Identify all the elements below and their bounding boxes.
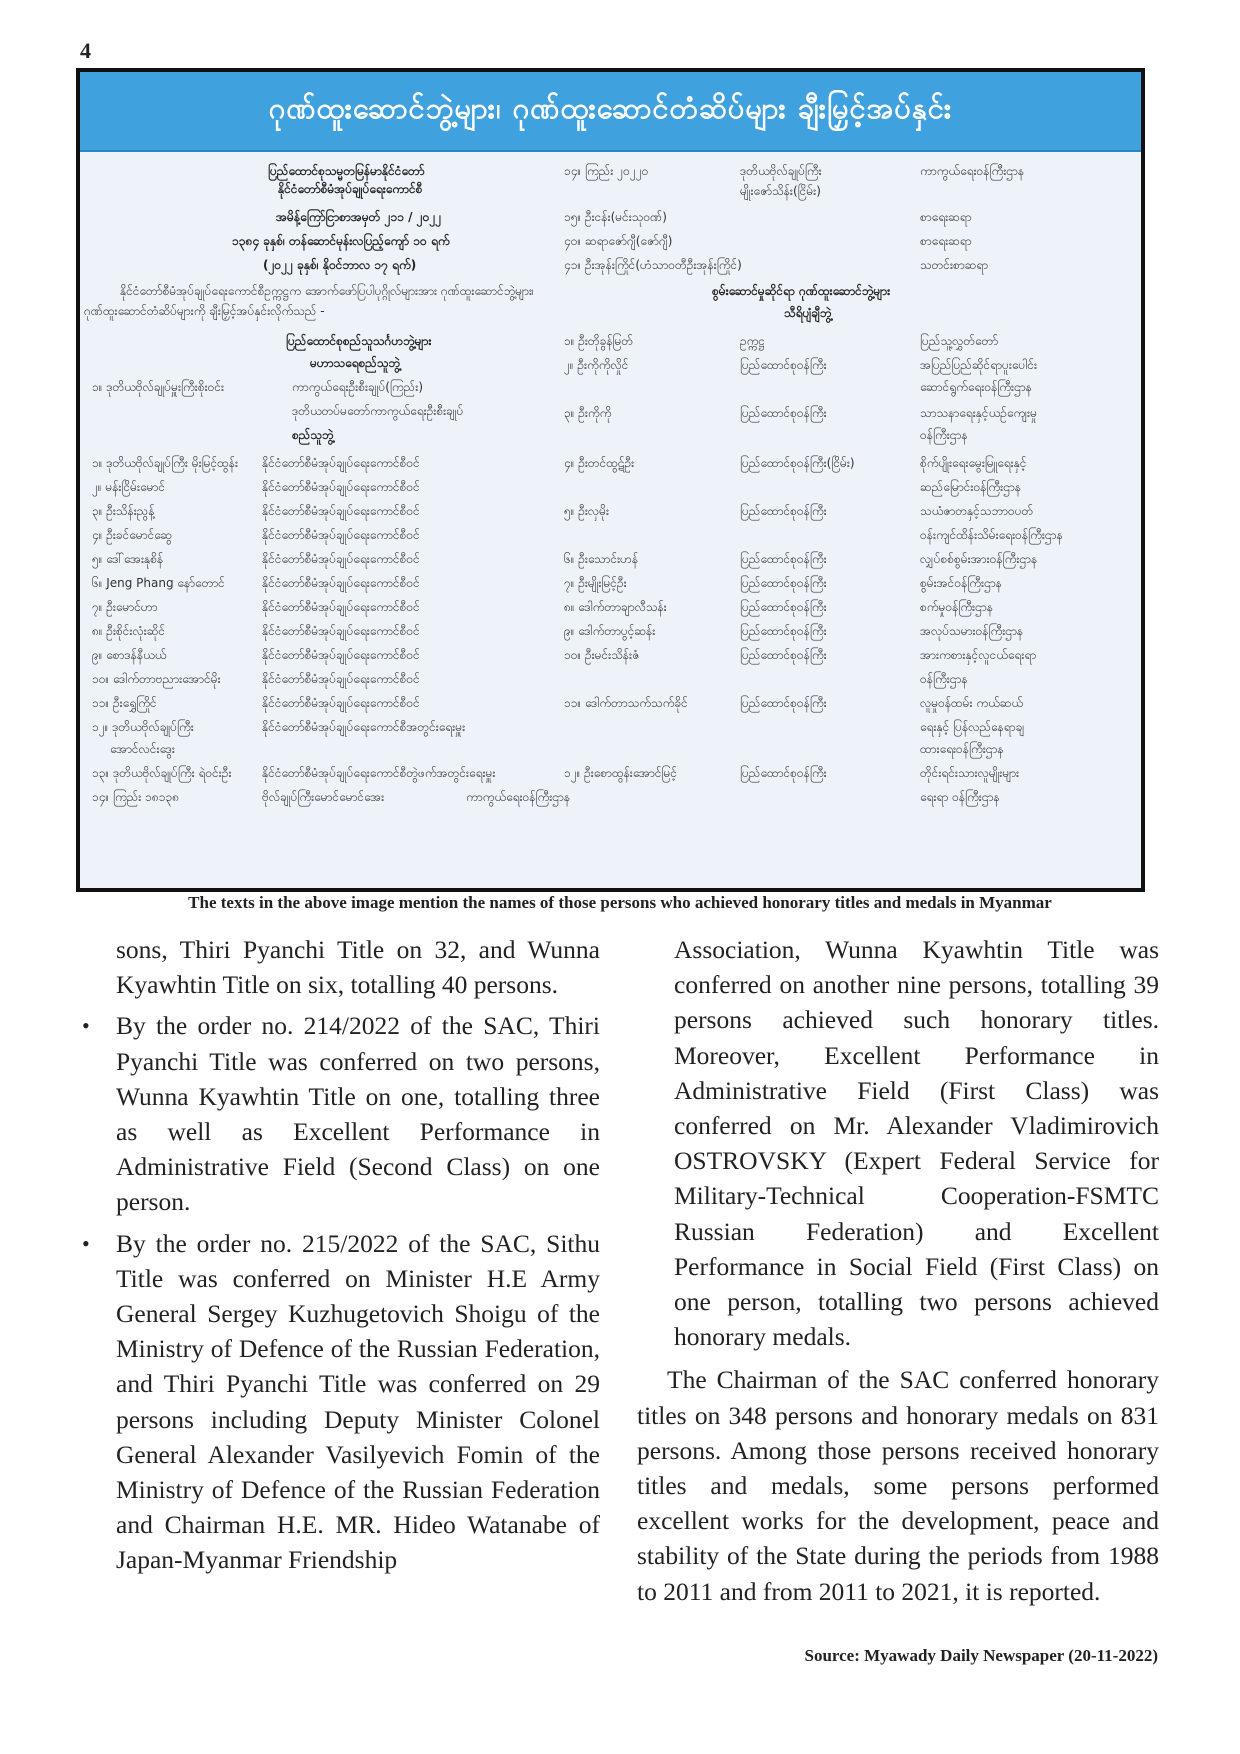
announcement-line: ပြည်ထောင်စုဝန်ကြီး xyxy=(740,600,827,614)
announcement-line: နိုင်ငံတော်စီမံအုပ်ချုပ်ရေးကောင်စီဝင် xyxy=(262,624,420,638)
announcement-line: ပြည်ထောင်စုဝန်ကြီး xyxy=(740,358,827,372)
announcement-line: ဆည်မြောင်းဝန်ကြီးဌာန xyxy=(920,480,1022,494)
announcement-line: ရေးရာ ဝန်ကြီးဌာန xyxy=(920,790,1000,804)
announcement-line: သယံဇာတနှင့်သဘာဝပတ် xyxy=(920,504,1034,518)
announcement-line: ဒုတိယဗိုလ်ချုပ်ကြီး xyxy=(740,164,822,178)
announcement-line: ၁၁။ ဒေါက်တာသက်သက်ခိုင် xyxy=(564,696,688,710)
announcement-line: ဒုတိယတပ်မတော်ကာကွယ်ရေးဦးစီးချုပ် xyxy=(292,404,464,418)
announcement-line: ၅။ ဦးလှမိုး xyxy=(564,504,610,518)
announcement-line: သာသနာရေးနှင့်ယဉ်ကျေးမှု xyxy=(920,406,1037,420)
announcement-line: ဝန်ကြီးဌာန xyxy=(920,428,968,442)
announcement-line: ဥက္ကဋ္ဌ xyxy=(740,334,765,348)
announcement-line: ကာကွယ်ရေးဝန်ကြီးဌာန xyxy=(920,164,1025,178)
announcement-line: ၁၅။ ဦးငန်း(မင်းသုဝဏ်) xyxy=(564,210,667,224)
figure-caption: The texts in the above image mention the names of those persons who achieved honorary titles and medals in Myanmar xyxy=(188,893,1052,912)
announcement-line: အပြည်ပြည်ဆိုင်ရာပူးပေါင်း xyxy=(920,358,1038,372)
announcement-line: ပြည်ထောင်စုဝန်ကြီး xyxy=(740,576,827,590)
announcement-line: ၃။ ဦးကိုကို xyxy=(564,406,612,420)
announcement-line: ဗိုလ်ချုပ်ကြီးမောင်မောင်အေး xyxy=(262,790,385,804)
announcement-line: ဆောင်ရွက်ရေးဝန်ကြီးဌာန xyxy=(920,380,1032,394)
announcement-line: ၁၁။ ဦးရွှေကြိုင် xyxy=(92,696,157,710)
announcement-line: အလုပ်သမားဝန်ကြီးဌာန xyxy=(920,624,1024,638)
announcement-line: နိုင်ငံတော်စီမံအုပ်ချုပ်ရေးကောင်စီဝင် xyxy=(262,480,420,494)
myanmar-announcement-image xyxy=(76,68,1145,892)
announcement-line: နိုင်ငံတော်စီမံအုပ်ချုပ်ရေးကောင်စီဝင် xyxy=(262,552,420,566)
announcement-line: ၈။ ဦးစိုင်းလုံးဆိုင် xyxy=(92,624,166,638)
announcement-line: ၁၂။ ဦးစောထွန်းအောင်မြင့် xyxy=(564,766,678,780)
announcement-line: ပြည်ထောင်စုဝန်ကြီး xyxy=(740,624,827,638)
bullet-icon: • xyxy=(82,1230,90,1256)
announcement-line: နိုင်ငံတော်စီမံအုပ်ချုပ်ရေးကောင်စီဝင် xyxy=(262,696,420,710)
announcement-line: နိုင်ငံတော်စီမံအုပ်ချုပ်ရေးကောင်စီဝင် xyxy=(262,504,420,518)
announcement-line: နိုင်ငံတော်စီမံအုပ်ချုပ်ရေးကောင်စီဝင် xyxy=(262,600,420,614)
announcement-body xyxy=(80,152,1141,890)
announcement-line: အားကစားနှင့်လူငယ်ရေးရာ xyxy=(920,648,1037,662)
announcement-line: ပြည်ထောင်စုဝန်ကြီး xyxy=(740,648,827,662)
announcement-line: မျိုးဇော်သိန်း(ငြိမ်း) xyxy=(740,184,821,198)
announcement-line: ၁၃။ ဒုတိယဗိုလ်ချုပ်ကြီး ရဲဝင်းဦး xyxy=(92,766,232,780)
announcement-line: ၆။ ဦးသောင်းဟန် xyxy=(564,552,639,566)
announcement-line: ၉။ စောဒန်နီယယ် xyxy=(92,648,167,662)
announcement-line: နိုင်ငံတော်စီမံအုပ်ချုပ်ရေးကောင်စီဝင် xyxy=(262,456,420,470)
announcement-line: နိုင်ငံတော်စီမံအုပ်ချုပ်ရေးကောင်စီ xyxy=(278,182,423,196)
article-right-column xyxy=(637,932,1159,1609)
announcement-line: စာရေးဆရာ xyxy=(920,210,972,224)
announcement-line: ၁။ ဒုတိယဗိုလ်ချုပ်ကြီး မိုးမြင့်ထွန်း xyxy=(92,456,239,470)
announcement-line: စာရေးဆရာ xyxy=(920,234,972,248)
announcement-line: အမိန့်ကြော်ငြာစာအမှတ် ၂၁၁ / ၂၀၂၂ xyxy=(276,210,442,224)
announcement-line: နိုင်ငံတော်စီမံအုပ်ချုပ်ရေးကောင်စီဝင် xyxy=(262,528,420,542)
announcement-line: ၁။ ဒုတိယဗိုလ်ချုပ်မှူးကြီးစိုးဝင်း xyxy=(92,380,225,394)
announcement-line: ၄၀။ ဆရာဇော်ဂျီ(ဇော်ဂျီ) xyxy=(564,234,673,248)
announcement-line: ထားရေးဝန်ကြီးဌာန xyxy=(920,742,1004,756)
announcement-line: စက်မှုဝန်ကြီးဌာန xyxy=(920,600,993,614)
announcement-line: ၁၄။ ကြည်း ၂၀၂၂၀ xyxy=(564,164,649,178)
announcement-line: ဝန်းကျင်ထိန်းသိမ်းရေးဝန်ကြီးဌာန xyxy=(920,528,1063,542)
announcement-line: ၁၃၈၄ ခုနှစ်၊ တန်ဆောင်မုန်းလပြည့်ကျော် ၁၀ ရက် xyxy=(232,234,450,248)
announcement-line: ၂။ ဦးကိုကိုလှိုင် xyxy=(564,358,629,372)
announcement-line: ၁၀။ ဒေါက်တာဗညားအောင်မိုး xyxy=(92,672,221,686)
announcement-line: ၅။ ဒေါ်အေးနုစိန် xyxy=(92,552,164,566)
announcement-line: သီရိပျံချီဘွဲ့ xyxy=(784,306,832,320)
bullet-icon: • xyxy=(82,1013,90,1039)
announcement-line: ၄။ ဦးခင်မောင်ဆွေ xyxy=(92,528,172,542)
announcement-line: (၂၀၂၂ ခုနှစ်၊ နိုဝင်ဘာလ ၁၇ ရက်) xyxy=(263,258,417,272)
announcement-line: နိုင်ငံတော်စီမံအုပ်ချုပ်ရေးကောင်စီဝင် xyxy=(262,648,420,662)
announcement-line: ဝန်ကြီးဌာန xyxy=(920,672,968,686)
source-citation: Source: Myawady Daily Newspaper (20-11-2022) xyxy=(804,1646,1158,1665)
announcement-line: အောင်လင်းဒွေး xyxy=(110,742,175,756)
announcement-line: ပြည်ထောင်စုဝန်ကြီး xyxy=(740,406,827,420)
announcement-line: ဂုဏ်ထူးဆောင်တံဆိပ်များကို ချီးမြှင့်အပ်နှင်းလိုက်သည် - xyxy=(84,304,325,318)
page-number: 4 xyxy=(80,38,91,63)
bullet-text: By the order no. 214/2022 of the SAC, Thiri Pyanchi Title was conferred on two persons, Wunna Kyawhtin Title on one, totalling three as well as Excellent Performance in Administrative Field (Second Class) on one person. xyxy=(116,1011,600,1217)
announcement-line: သတင်းစာဆရာ xyxy=(920,258,989,272)
announcement-line: ပြည်ထောင်စုဝန်ကြီး xyxy=(740,552,827,566)
announcement-line: ၇။ ဦးမျိုးမြင့်ဦး xyxy=(564,576,627,590)
announcement-line: ပြည်ထောင်စုဝန်ကြီး xyxy=(740,504,827,518)
announcement-line: စိုက်ပျိုးရေးမွေးမြူရေးနှင့် xyxy=(920,456,1027,470)
announcement-line: ၁။ ဦးတိုခွန်မြတ် xyxy=(564,334,634,348)
bullet-text: By the order no. 215/2022 of the SAC, Sithu Title was conferred on Minister H.E Army General Sergey Kuzhugetovich Shoigu of the Ministry of Defence of the Russian Federation, and Thiri Pyanchi Title was conferred on 29 persons including Deputy Minister Colonel General Alexander Vasilyevich Fomin of the Ministry of Defence of the Russian Federation and Chairman H.E. MR. Hideo Watanabe of Japan-Myanmar Friendship xyxy=(116,1228,600,1575)
announcement-line: ကာကွယ်ရေးဦးစီးချုပ်(ကြည်း) xyxy=(292,380,424,394)
bullet-item xyxy=(82,1008,600,1219)
announcement-line: ပြည်ထောင်စုသမ္မတမြန်မာနိုင်ငံတော် xyxy=(268,164,425,178)
announcement-line: ပြည်ထောင်စုဝန်ကြီး xyxy=(740,766,827,780)
announcement-line: နိုင်ငံတော်စီမံအုပ်ချုပ်ရေးကောင်စီတွဲဖက်အတွင်းရေးမှူး xyxy=(262,766,496,780)
announcement-line: လျှပ်စစ်စွမ်းအားဝန်ကြီးဌာန xyxy=(920,552,1038,566)
announcement-line: ပြည်ထောင်စုစည်သူသင်္ဂဟဘွဲ့များ xyxy=(286,334,432,348)
announcement-line: ပြည်သူ့လွှတ်တော် xyxy=(920,334,999,348)
announcement-line: ၁၂။ ဒုတိယဗိုလ်ချုပ်ကြီး xyxy=(92,720,194,734)
announcement-line: နိုင်ငံတော်စီမံအုပ်ချုပ်ရေးကောင်စီဝင် xyxy=(262,672,420,686)
announcement-line: လူမှုဝန်ထမ်း ကယ်ဆယ် xyxy=(920,696,1024,710)
announcement-line: စွမ်းဆောင်မှုဆိုင်ရာ ဂုဏ်ထူးဆောင်ဘွဲ့များ xyxy=(712,284,891,298)
article-paragraph: sons, Thiri Pyanchi Title on 32, and Wunna Kyawhtin Title on six, totalling 40 persons. xyxy=(116,935,600,1000)
announcement-line: နိုင်ငံတော်စီမံအုပ်ချုပ်ရေးကောင်စီဥက္ကဋ္ဌက အောက်ဖော်ပြပါပုဂ္ဂိုလ်များအား ဂုဏ်ထူးဆောင်ဘွဲ့များ၊ xyxy=(120,284,534,298)
article-left-column xyxy=(82,932,600,1578)
article-paragraph: The Chairman of the SAC conferred honorary titles on 348 persons and honorary medals on 831 persons. Among those persons received honorary titles and medals, some persons performed excellent works for the development, peace and stability of the State during the periods from 1988 to 2011 and from 2011 to 2021, it is reported. xyxy=(637,1365,1159,1606)
announcement-line: ၂။ မန်းငြိမ်းမောင် xyxy=(92,480,165,494)
announcement-line: ရေးနှင့် ပြန်လည်နေရာချ xyxy=(920,720,1025,734)
announcement-line: တိုင်းရင်းသားလူမျိုးများ xyxy=(920,766,1020,780)
bullet-item xyxy=(82,1226,600,1578)
announcement-banner-title: ဂုဏ်ထူးဆောင်ဘွဲ့များ၊ ဂုဏ်ထူးဆောင်တံဆိပ်များ ချီးမြှင့်အပ်နှင်း xyxy=(80,72,1141,152)
announcement-line: ၄၁။ ဦးအုန်းကြိုင်(ဟံသာဝတီဦးအုန်းကြိုင်) xyxy=(564,258,742,272)
announcement-line: ၇။ ဦးမောင်ဟာ xyxy=(92,600,158,614)
article-paragraph: Association, Wunna Kyawhtin Title was conferred on another nine persons, totalling 39 persons achieved such honorary titles. Moreover, Excellent Performance in Administrative Field (First Class) was conferred on Mr. Alexander Vladimirovich OSTROVSKY (Expert Federal Service for Military-Technical Cooperation-FSMTC Russian Federation) and Excellent Performance in Social Field (First Class) on one person, totalling two persons achieved honorary medals. xyxy=(674,935,1159,1352)
announcement-line: စည်သူဘွဲ့ xyxy=(292,428,334,442)
announcement-line: မဟာသရေစည်သူဘွဲ့ xyxy=(310,356,401,370)
announcement-line: နိုင်ငံတော်စီမံအုပ်ချုပ်ရေးကောင်စီအတွင်းရေးမှူး xyxy=(262,720,466,734)
announcement-line: ၄။ ဦးတင်ထွဋ်ဦး xyxy=(564,456,635,470)
announcement-line: ၈။ ဒေါက်တာချာလီသန်း xyxy=(564,600,667,614)
announcement-line: ပြည်ထောင်စုဝန်ကြီး(ငြိမ်း) xyxy=(740,456,855,470)
announcement-line: ၁၀။ ဦးမင်းသိန်းဇံ xyxy=(564,648,640,662)
announcement-line: ၁၄။ ကြည်း ၁၈၁၃၈ xyxy=(92,790,180,804)
announcement-line: စွမ်းအင်ဝန်ကြီးဌာန xyxy=(920,576,1002,590)
announcement-line: နိုင်ငံတော်စီမံအုပ်ချုပ်ရေးကောင်စီဝင် xyxy=(262,576,420,590)
announcement-line: ကာကွယ်ရေးဝန်ကြီးဌာန xyxy=(466,790,571,804)
announcement-line: ၆။ Jeng Phang နော်တောင် xyxy=(92,576,225,590)
announcement-line: ပြည်ထောင်စုဝန်ကြီး xyxy=(740,696,827,710)
announcement-line: ၉။ ဒေါက်တာပွင့်ဆန်း xyxy=(564,624,656,638)
announcement-line: ၃။ ဦးသိန်းညွန့် xyxy=(92,504,155,518)
